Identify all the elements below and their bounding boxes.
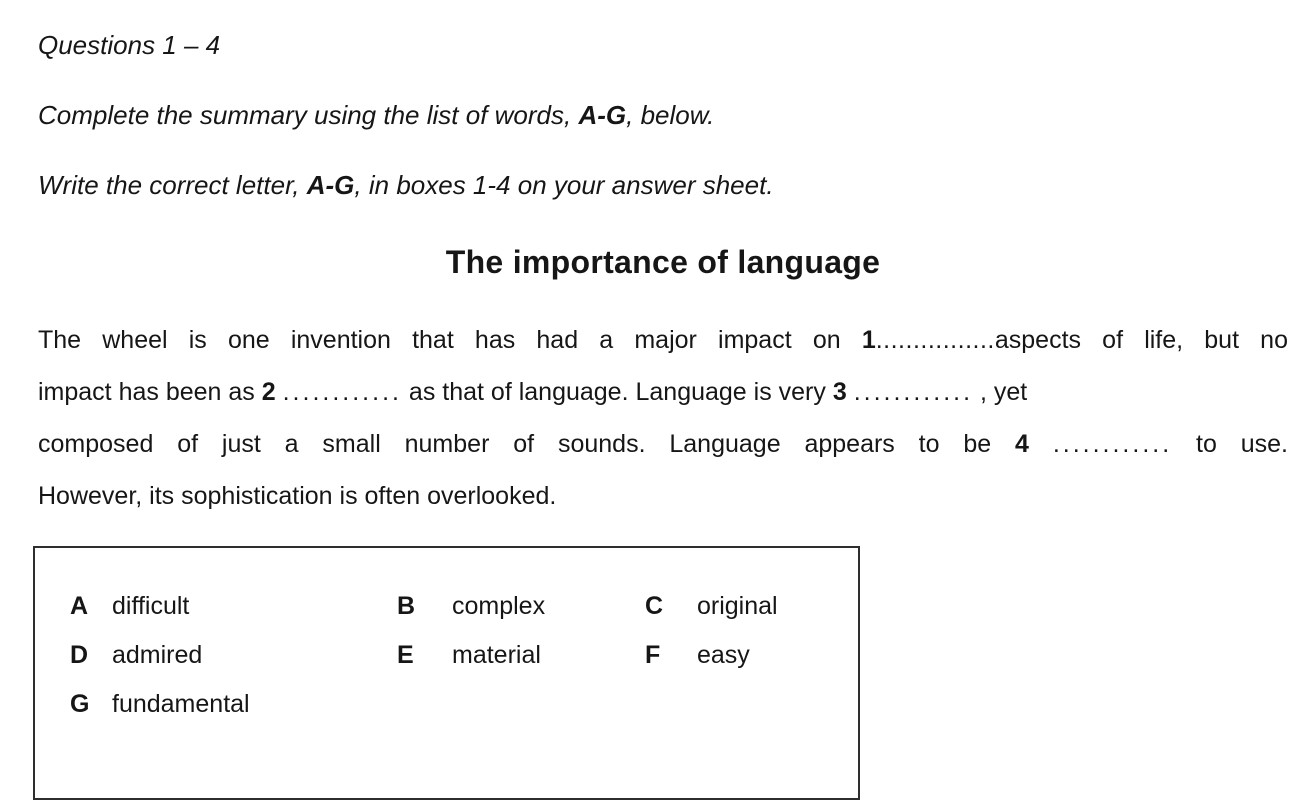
- option-letter-a: A: [70, 592, 89, 620]
- word-list-box: [33, 546, 860, 800]
- instruction-text: , below.: [626, 100, 715, 130]
- option-word-d: admired: [112, 641, 203, 669]
- blank-4-dots: ............: [1052, 430, 1173, 458]
- blank-number-3: 3: [832, 378, 854, 406]
- option-letter-f: F: [645, 641, 661, 669]
- blank-number-4: 4: [1015, 430, 1053, 458]
- summary-text: , yet: [973, 378, 1028, 406]
- instruction-text: , in boxes 1-4 on your answer sheet.: [354, 170, 774, 200]
- option-word-a: difficult: [112, 592, 190, 620]
- summary-text: impact has been as: [38, 378, 262, 406]
- option-word-f: easy: [697, 641, 750, 669]
- blank-3-dots: ............: [853, 378, 974, 406]
- blank-number-1: 1: [861, 326, 876, 354]
- option-word-g: fundamental: [112, 690, 250, 718]
- questions-range-text: Questions 1 – 4: [38, 30, 221, 60]
- option-letter-b: B: [397, 592, 416, 620]
- option-letter-c: C: [645, 592, 664, 620]
- option-word-b: complex: [452, 592, 546, 620]
- questions-range-heading: [38, 30, 1288, 60]
- summary-line-1: [38, 314, 1288, 366]
- instruction-complete-summary: [38, 100, 1288, 130]
- blank-1-dots: ................: [875, 326, 995, 354]
- instruction-write-letter: [38, 170, 1288, 200]
- summary-text: to use.: [1172, 430, 1288, 458]
- word-list-row: [35, 631, 858, 680]
- blank-number-2: 2: [261, 378, 283, 406]
- blank-2-dots: ............: [282, 378, 402, 406]
- option-letter-e: E: [397, 641, 414, 669]
- summary-text: as that of language. Language is very: [401, 378, 833, 406]
- letter-range-bold: A-G: [306, 170, 355, 200]
- option-letter-g: G: [70, 690, 90, 718]
- word-list-row: [35, 680, 858, 729]
- summary-line-2: [38, 366, 1288, 418]
- option-letter-d: D: [70, 641, 89, 669]
- instruction-text: Write the correct letter,: [38, 170, 307, 200]
- summary-line-4: However, its sophistication is often overlooked.: [38, 482, 557, 510]
- letter-range-bold: A-G: [578, 100, 627, 130]
- summary-text: composed of just a small number of sounds. Language appears to be: [38, 430, 1016, 458]
- summary-text: The wheel is one invention that has had a major impact on: [38, 326, 862, 354]
- summary-paragraph: [38, 314, 1288, 522]
- passage-title: The importance of language: [445, 244, 881, 280]
- summary-line-3: [38, 418, 1288, 470]
- summary-text: aspects of life, but no: [994, 326, 1288, 354]
- option-word-c: original: [697, 592, 778, 620]
- word-list-row: [35, 582, 858, 631]
- option-word-e: material: [452, 641, 541, 669]
- instruction-text: Complete the summary using the list of words,: [38, 100, 579, 130]
